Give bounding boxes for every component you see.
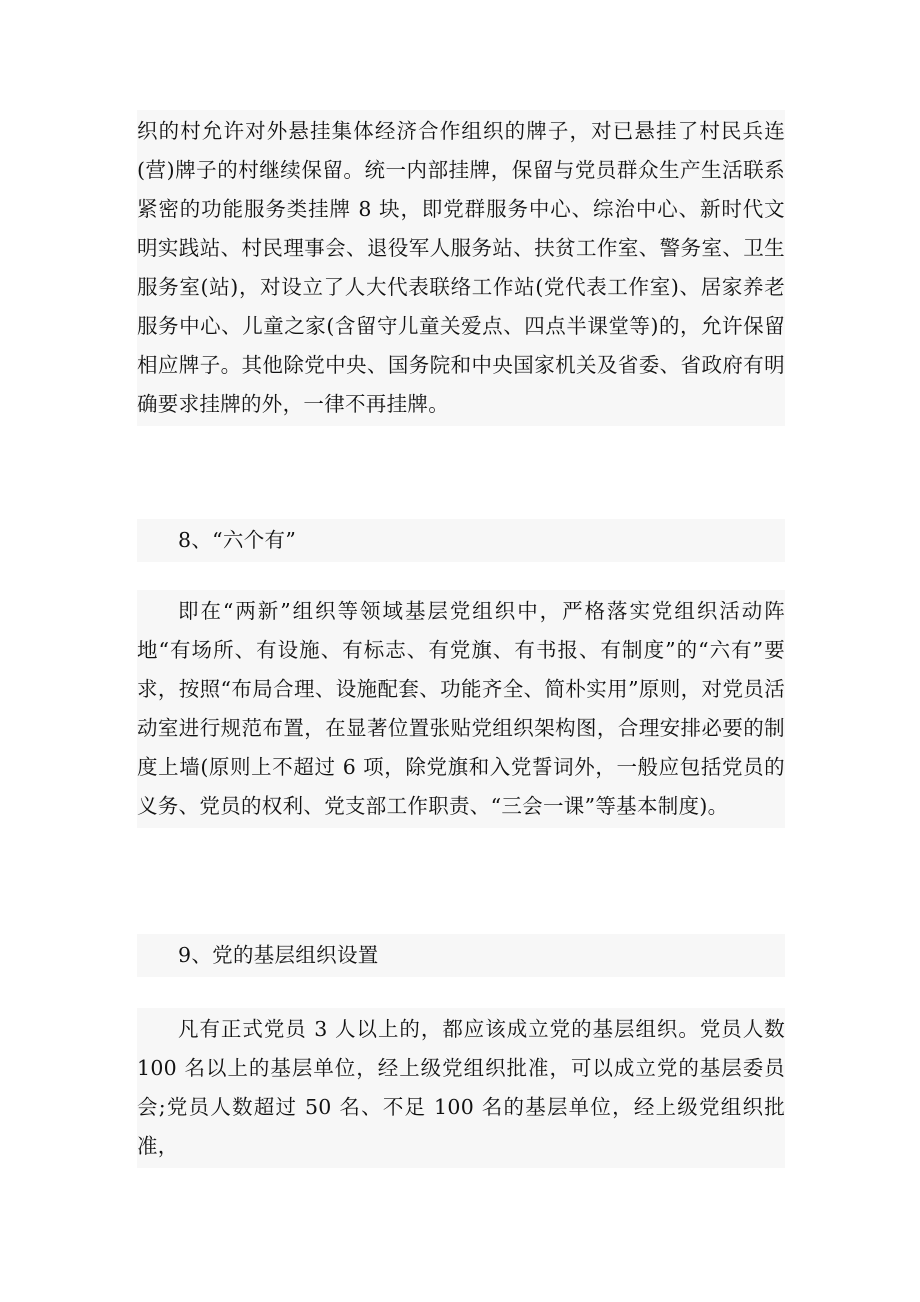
section-heading-8: 8、“六个有” (178, 528, 297, 552)
paragraph-9: 凡有正式党员 3 人以上的，都应该成立党的基层组织。党员人数 100 名以上的基层单位，经上级党组织批准，可以成立党的基层委员会;党员人数超过 50 名、不足 100 名的基层单位，经上级党组织批准， (137, 1017, 785, 1158)
text-block-1 (137, 110, 785, 426)
text-block-4 (137, 934, 785, 977)
paragraph-1: 织的村允许对外悬挂集体经济合作组织的牌子，对已悬挂了村民兵连(营)牌子的村继续保留。统一内部挂牌，保留与党员群众生产生活联系紧密的功能服务类挂牌 8 块，即党群服务中心、综治中心、新时代文明实践站、村民理事会、退役军人服务站、扶贫工作室、警务室、卫生服务室(站)，对设立了人大代表联络工作站(党代表工作室)、居家养老服务中心、儿童之家(含留守儿童关爱点、四点半课堂等)的，允许保留相应牌子。其他除党中央、国务院和中央国家机关及省委、省政府有明确要求挂牌的外，一律不再挂牌。 (137, 119, 785, 416)
text-block-3 (137, 590, 785, 828)
section-heading-9: 9、党的基层组织设置 (178, 943, 379, 967)
paragraph-8: 即在“两新”组织等领域基层党组织中，严格落实党组织活动阵地“有场所、有设施、有标志、有党旗、有书报、有制度”的“六有”要求，按照“布局合理、设施配套、功能齐全、简朴实用”原则，对党员活动室进行规范布置，在显著位置张贴党组织架构图，合理安排必要的制度上墙(原则上不超过 6 项，除党旗和入党誓词外，一般应包括党员的义务、党员的权利、党支部工作职责、“三会一课”等基本制度)。 (137, 599, 785, 818)
text-block-2 (137, 519, 785, 562)
text-block-5 (137, 1008, 785, 1168)
